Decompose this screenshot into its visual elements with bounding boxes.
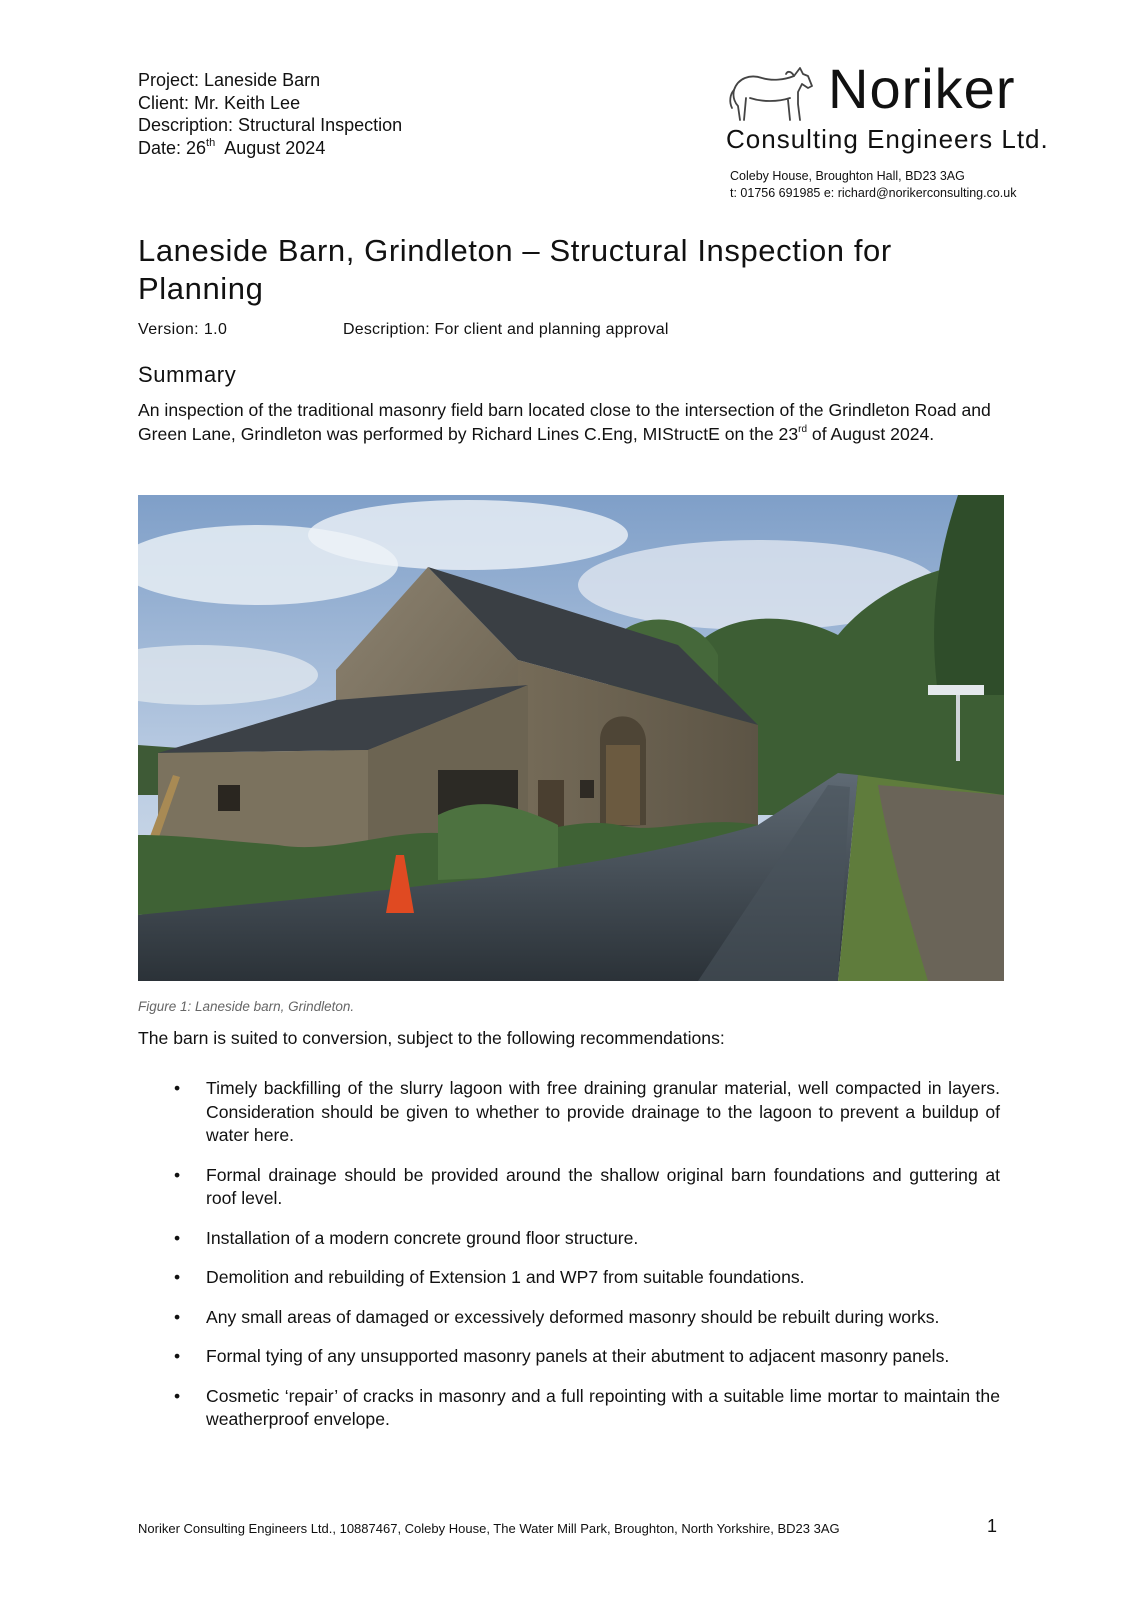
summary-heading: Summary [138,362,237,387]
project-meta [138,69,402,159]
list-item-text: Formal tying of any unsupported masonry panels at their abutment to adjacent masonry panels. [206,1346,950,1366]
list-item-text: Any small areas of damaged or excessively deformed masonry should be rebuilt during works. [206,1306,940,1327]
description-line-header: Description: Structural Inspection [138,115,403,135]
list-item-text: Formal drainage should be provided around the shallow original barn foundations and guttering at roof level. [206,1164,1000,1208]
list-item [170,1164,1000,1211]
document-title: Laneside Barn, Grindleton – Structural Inspection for Planning [138,233,892,306]
company-name: Noriker [828,57,1016,120]
company-address: Coleby House, Broughton Hall, BD23 3AG [730,169,965,183]
bullet-icon: • [174,1164,181,1185]
page-number: 1 [987,1516,998,1536]
list-item-text: Demolition and rebuilding of Extension 1 and WP7 from suitable foundations. [206,1267,805,1287]
company-contact [730,168,1016,202]
list-item [170,1345,1000,1369]
date-line [138,137,402,160]
list-item [170,1266,1000,1290]
page-footer: Noriker Consulting Engineers Ltd., 10887467, Coleby House, The Water Mill Park, Broughton, North Yorkshire, BD23 3AG [138,1521,840,1536]
horse-icon [728,64,816,124]
date-prefix: Date: 26 [138,137,207,158]
bullet-icon: • [174,1078,181,1098]
list-item [170,1306,1000,1330]
summary-text-1: An inspection of the traditional masonry field barn located close to the intersection of the Grindleton Road and Green Lane, Grindleton was performed by Richard Lines C.Eng, MIStructE on the 23 [138,400,991,444]
list-item [170,1227,1000,1251]
summary-ordinal: rd [798,423,808,435]
company-logo [726,57,1088,210]
bullet-icon: • [174,1306,181,1327]
list-item-text: Installation of a modern concrete ground floor structure. [206,1227,639,1248]
list-item [170,1385,1000,1432]
summary-paragraph [138,399,998,446]
company-subtitle: Consulting Engineers Ltd. [726,124,1049,154]
recommendations-list [170,1077,1000,1448]
date-suffix: August 2024 [215,137,326,158]
barn-photo-illustration [138,495,1004,981]
list-item-text: Timely backfilling of the slurry lagoon with free draining granular material, well compacted in layers. Consideration should be given to whether to provide drainage to the lagoon to prevent a buildup of water here. [206,1078,1000,1145]
bullet-icon: • [174,1385,181,1406]
bullet-icon: • [174,1267,181,1287]
bullet-icon: • [174,1227,181,1248]
client-line: Client: Mr. Keith Lee [138,92,301,113]
date-ordinal: th [206,136,216,149]
bullet-icon: • [174,1346,181,1366]
document-version: Version: 1.0 [138,321,228,338]
figure-caption: Figure 1: Laneside barn, Grindleton. [138,999,355,1014]
list-item-text: Cosmetic ‘repair’ of cracks in masonry and a full repointing with a suitable lime mortar to maintain the weatherproof envelope. [206,1385,1000,1429]
summary-text-2: of August 2024. [807,423,935,444]
project-line: Project: Laneside Barn [138,70,321,90]
company-phone-email: t: 01756 691985 e: richard@norikerconsulting.co.uk [730,186,1017,200]
list-item [170,1077,1000,1148]
recommendations-lead: The barn is suited to conversion, subject to the following recommendations: [138,1028,725,1048]
document-description: Description: For client and planning approval [343,321,669,338]
barn-photo [138,495,1004,981]
